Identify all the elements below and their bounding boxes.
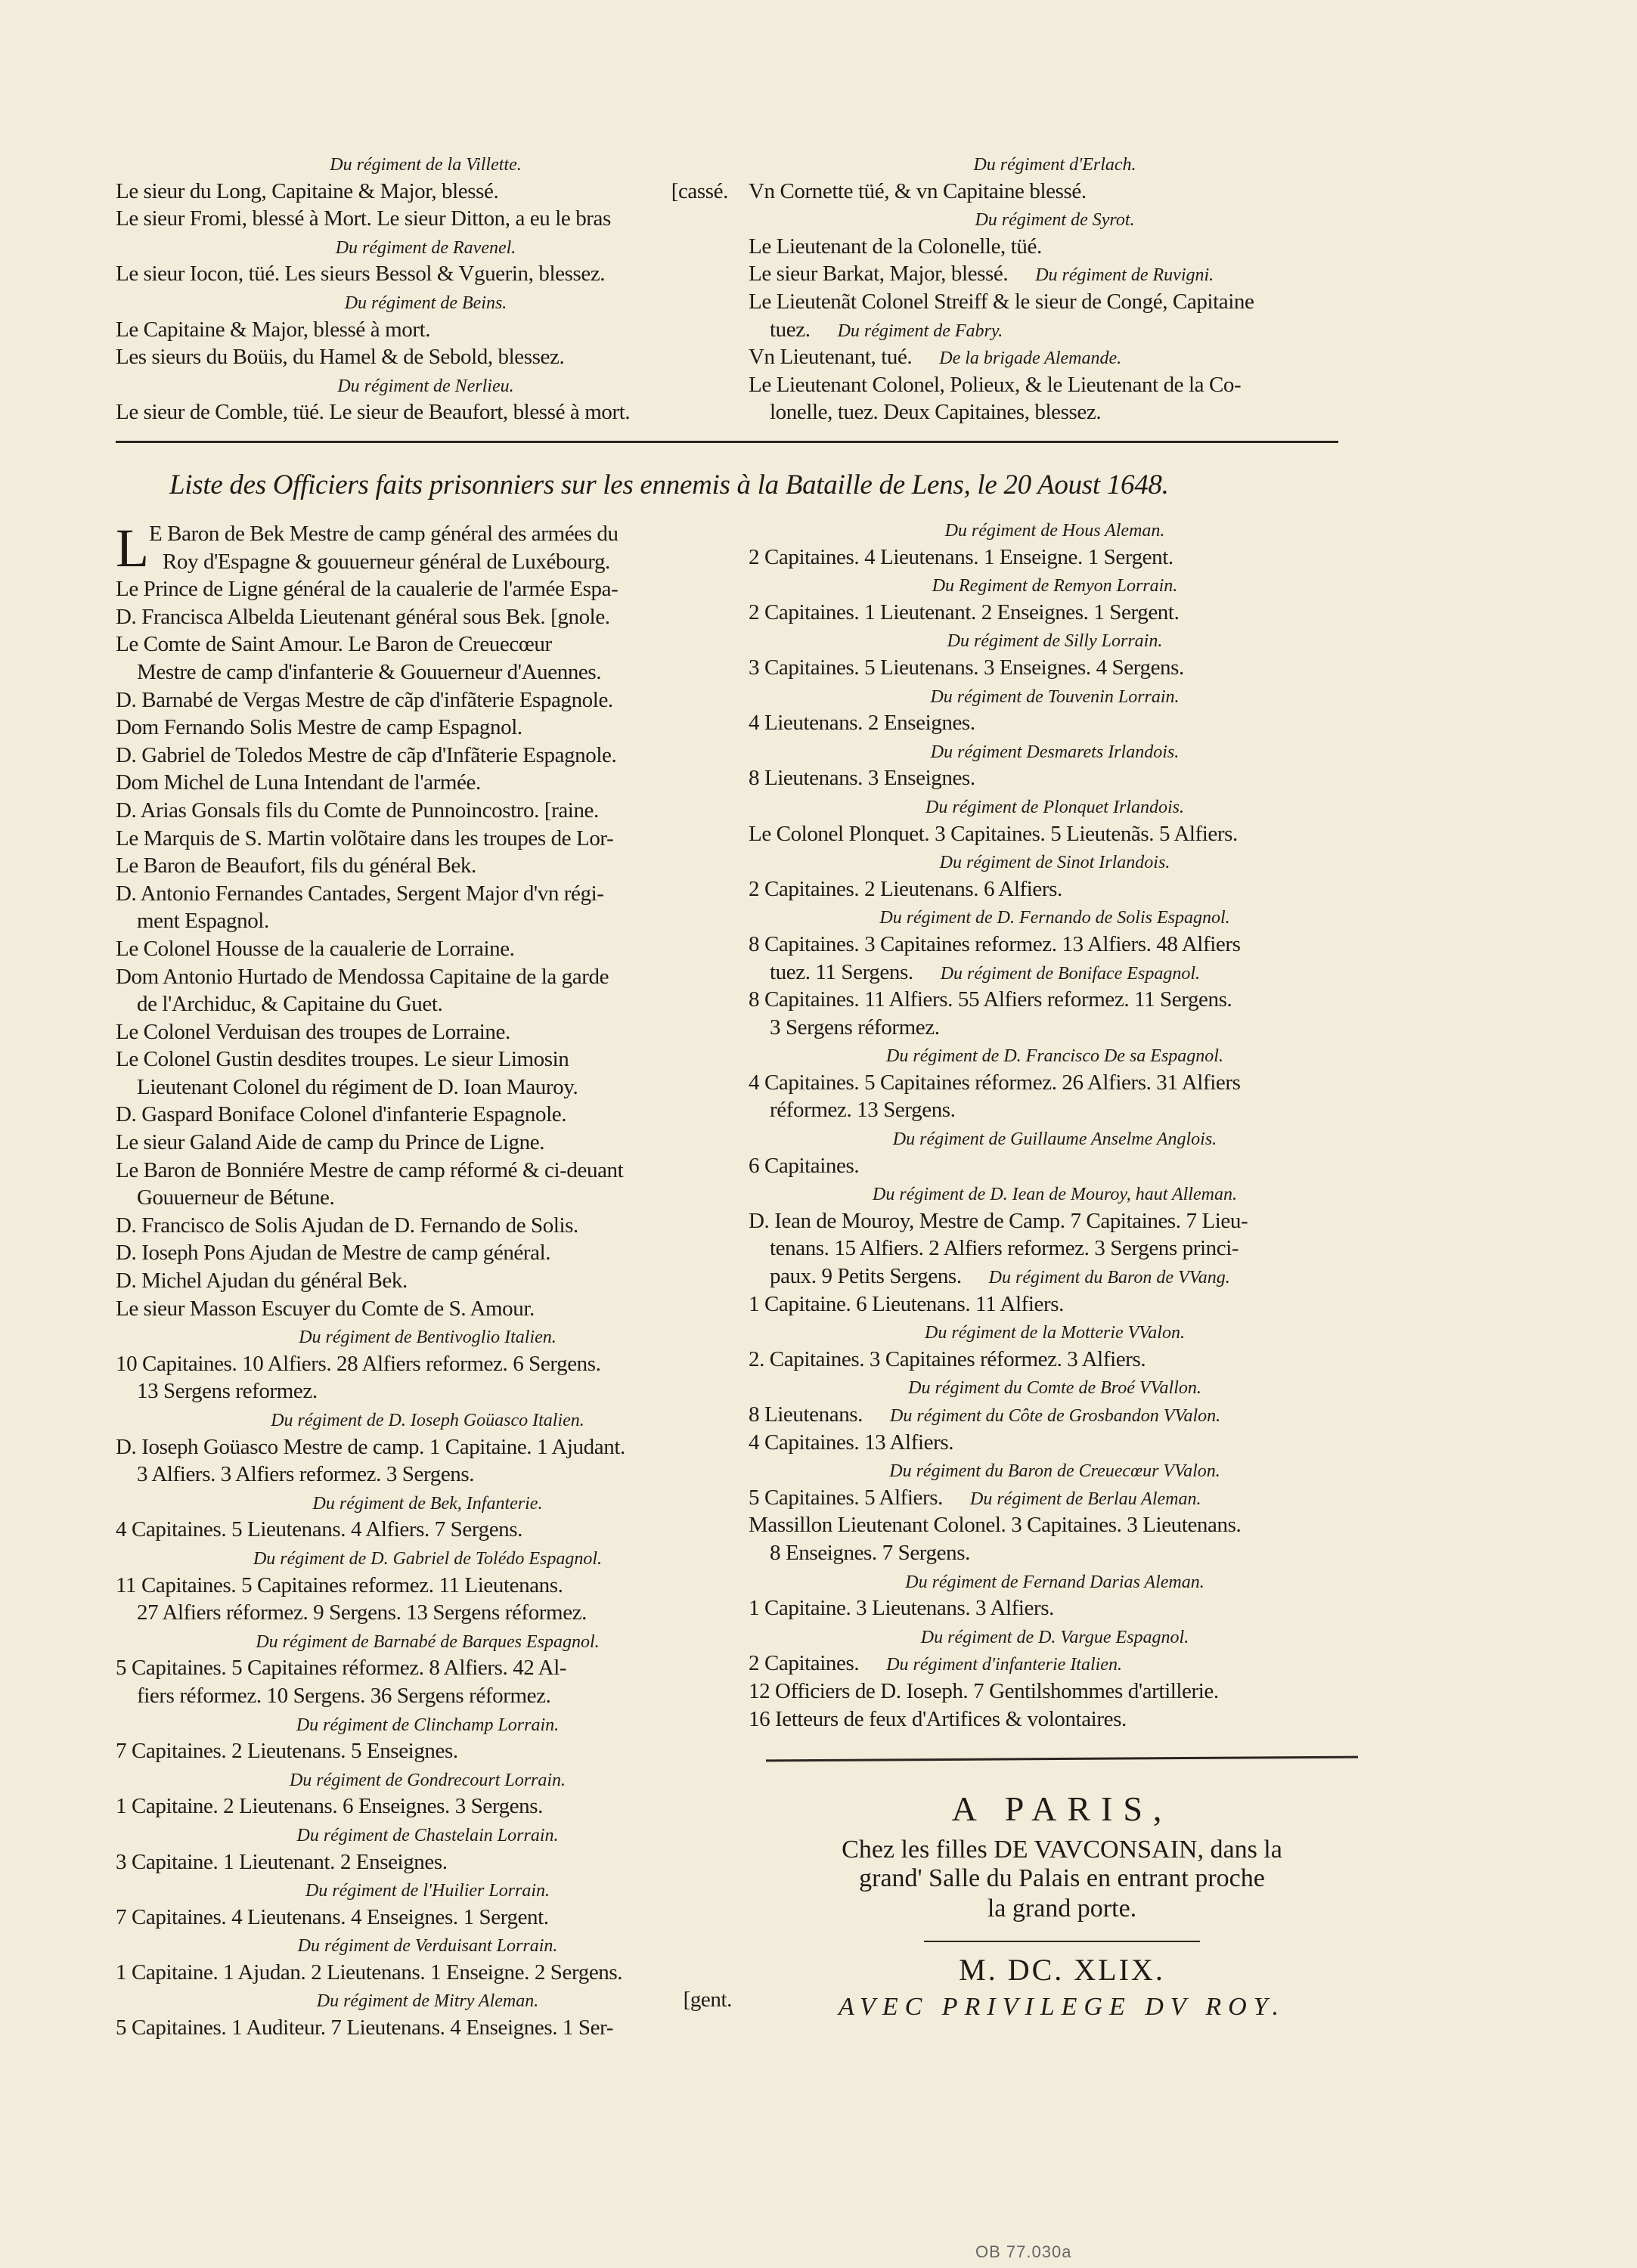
line-text: 8 Capitaines. 3 Capitaines reformez. 13 Alfiers. 48 Alfiers xyxy=(749,931,1241,956)
text-line xyxy=(749,1650,1361,1678)
regiment-heading xyxy=(116,288,736,316)
text-line xyxy=(116,1074,739,1101)
line-continuation: [cassé. xyxy=(671,178,728,203)
line-text: paux. 9 Petits Sergens. xyxy=(770,1264,962,1289)
regiment-heading xyxy=(749,516,1361,544)
line-text: tuez. xyxy=(770,317,811,342)
regiment-heading xyxy=(116,1489,739,1517)
line-text: Le Lieutenant Colonel, Polieux, & le Lieutenant de la Co- xyxy=(749,372,1242,397)
regiment-heading xyxy=(749,682,1361,710)
text-line xyxy=(116,2014,739,2042)
text-line xyxy=(116,1461,739,1489)
line-text: Le Baron de Beaufort, fils du général Bek. xyxy=(116,854,476,878)
line-text: 8 Lieutenans. xyxy=(749,1402,863,1427)
line-text: Mestre de camp d'infanterie & Gouuerneur d'Auennes. xyxy=(137,659,602,684)
line-text: Le sieur de Comble, tüé. Le sieur de Beaufort, blessé à mort. xyxy=(116,400,631,425)
regiment-heading-text: Du régiment de Fernand Darias Aleman. xyxy=(905,1572,1204,1592)
text-line xyxy=(749,1235,1361,1263)
line-text: D. Ioseph Pons Ajudan de Mestre de camp général. xyxy=(116,1241,551,1266)
top-left-section xyxy=(116,150,736,426)
regiment-heading xyxy=(749,626,1361,654)
line-text: 8 Capitaines. 11 Alfiers. 55 Alfiers reformez. 11 Sergens. xyxy=(749,987,1232,1012)
regiment-heading-text: Du régiment de Sinot Irlandois. xyxy=(939,853,1170,873)
text-line xyxy=(116,1377,739,1405)
line-text: tuez. 11 Sergens. xyxy=(770,959,913,984)
text-line xyxy=(749,1346,1361,1374)
line-text: 3 Capitaine. 1 Lieutenant. 2 Enseignes. xyxy=(116,1849,448,1874)
text-line xyxy=(116,990,739,1018)
text-line xyxy=(116,520,739,548)
text-line xyxy=(116,205,736,233)
line-text: Le Colonel Housse de la caualerie de Lorraine. xyxy=(116,936,515,961)
regiment-heading xyxy=(749,792,1361,820)
text-line xyxy=(116,260,736,288)
line-text: D. Michel Ajudan du général Bek. xyxy=(116,1269,408,1294)
line-text: Vn Cornette tüé, & vn Capitaine blessé. xyxy=(749,178,1087,203)
text-line xyxy=(116,769,739,797)
text-line xyxy=(116,1239,739,1267)
line-text: Le Prince de Ligne général de la caualerie de l'armée Espa- xyxy=(116,577,619,602)
line-text: 2 Capitaines. xyxy=(749,1651,860,1676)
regiment-heading xyxy=(749,1318,1361,1346)
text-line xyxy=(116,1350,739,1378)
catalog-number: OB 77.030a xyxy=(975,2242,1072,2261)
regiment-heading-text: Du régiment du Baron de Creuecœur VValon. xyxy=(889,1461,1220,1482)
regiment-heading-text: Du régiment de la Villette. xyxy=(330,155,522,175)
regiment-heading-text: Du régiment de Fabry. xyxy=(837,321,1003,341)
regiment-heading-text: Du régiment de Gondrecourt Lorrain. xyxy=(289,1770,566,1790)
text-line xyxy=(749,1069,1361,1097)
text-line xyxy=(749,931,1361,959)
line-text: Le Colonel Plonquet. 3 Capitaines. 5 Lieutenãs. 5 Alfiers. xyxy=(749,821,1238,846)
text-line xyxy=(749,764,1361,792)
text-line xyxy=(116,631,739,658)
text-line xyxy=(116,1737,739,1765)
line-text: Le Comte de Saint Amour. Le Baron de Creuecœur xyxy=(116,632,552,657)
regiment-heading-text: Du régiment de D. Fernando de Solis Espagnol. xyxy=(879,908,1230,928)
text-line xyxy=(116,575,739,603)
top-right-section xyxy=(749,150,1361,426)
regiment-heading-text: Du régiment de Berlau Aleman. xyxy=(970,1489,1201,1509)
text-line xyxy=(749,1678,1361,1706)
line-text: Le Capitaine & Major, blessé à mort. xyxy=(116,317,431,342)
line-text: Le Marquis de S. Martin volõtaire dans les troupes de Lor- xyxy=(116,826,614,850)
line-text: 1 Capitaine. 1 Ajudan. 2 Lieutenans. 1 Enseigne. 2 Sergens. xyxy=(116,1960,623,1984)
regiment-heading xyxy=(116,1986,739,2014)
line-text: D. Gaspard Boniface Colonel d'infanterie Espagnole. xyxy=(116,1102,567,1127)
line-text: 27 Alfiers réformez. 9 Sergens. 13 Sergens réformez. xyxy=(137,1600,587,1625)
regiment-heading-text: Du régiment de Nerlieu. xyxy=(337,376,514,396)
line-text: Le Lieutenant de la Colonelle, tüé. xyxy=(749,234,1042,259)
line-text: Le sieur Galand Aide de camp du Prince de Ligne. xyxy=(116,1130,545,1155)
text-line xyxy=(116,1654,739,1682)
text-line xyxy=(116,548,739,576)
line-text: 10 Capitaines. 10 Alfiers. 28 Alfiers reformez. 6 Sergens. xyxy=(116,1351,601,1376)
line-text: D. Iean de Mouroy, Mestre de Camp. 7 Capitaines. 7 Lieu- xyxy=(749,1208,1248,1233)
regiment-heading-text: Du régiment de Chastelain Lorrain. xyxy=(296,1825,559,1845)
text-line xyxy=(116,825,739,853)
text-line xyxy=(116,1129,739,1157)
imprint-line-2: grand' Salle du Palais en entrant proche xyxy=(859,1864,1265,1892)
regiment-heading-text: Du régiment du Côte de Grosbandon VValon. xyxy=(890,1406,1221,1426)
regiment-heading-text: Du régiment de Barnabé de Barques Espagnol. xyxy=(256,1631,600,1652)
line-text: Le sieur Iocon, tüé. Les sieurs Bessol & Vguerin, blessez. xyxy=(116,262,606,287)
text-line xyxy=(749,1484,1361,1512)
regiment-heading-text: Du régiment Desmarets Irlandois. xyxy=(930,742,1180,762)
regiment-heading xyxy=(116,233,736,261)
text-line xyxy=(116,880,739,908)
regiment-heading-text: Du régiment de D. Vargue Espagnol. xyxy=(920,1627,1189,1647)
line-text: D. Barnabé de Vergas Mestre de cãp d'infãterie Espagnole. xyxy=(116,687,613,712)
text-line xyxy=(116,658,739,686)
line-text: 7 Capitaines. 4 Lieutenans. 4 Enseignes. 1 Sergent. xyxy=(116,1904,549,1929)
line-text: 4 Capitaines. 13 Alfiers. xyxy=(749,1430,954,1455)
text-line xyxy=(116,603,739,631)
regiment-heading-text: Du régiment du Comte de Broé VVallon. xyxy=(908,1378,1201,1399)
text-line xyxy=(116,1184,739,1212)
line-text: Dom Michel de Luna Intendant de l'armée. xyxy=(116,770,481,795)
text-line xyxy=(749,1706,1361,1734)
text-line xyxy=(116,852,739,880)
line-text: 3 Alfiers. 3 Alfiers reformez. 3 Sergens. xyxy=(137,1462,475,1487)
regiment-heading xyxy=(749,205,1361,233)
regiment-heading-text: Du régiment de l'Huilier Lorrain. xyxy=(305,1881,550,1901)
regiment-heading xyxy=(749,737,1361,765)
regiment-heading-text: Du régiment de Ravenel. xyxy=(335,237,516,258)
left-column xyxy=(116,520,739,2042)
imprint-privilege: AVEC PRIVILEGE DV ROY. xyxy=(838,1993,1286,2021)
line-text: Le Colonel Verduisan des troupes de Lorraine. xyxy=(116,1019,510,1044)
regiment-heading-text: Du régiment de Bentivoglio Italien. xyxy=(299,1328,557,1348)
text-line xyxy=(749,233,1361,261)
line-text: 3 Sergens réformez. xyxy=(770,1015,940,1040)
regiment-heading xyxy=(749,847,1361,875)
line-text: 4 Lieutenans. 2 Enseignes. xyxy=(749,711,975,736)
regiment-heading-text: Du régiment de D. Iean de Mouroy, haut Alleman. xyxy=(873,1185,1237,1205)
text-line xyxy=(116,963,739,991)
line-text: 5 Capitaines. 5 Alfiers. xyxy=(749,1485,943,1510)
text-line xyxy=(749,1539,1361,1567)
line-text: Lieutenant Colonel du régiment de D. Ioan Mauroy. xyxy=(137,1074,578,1099)
regiment-heading-text: Du régiment de la Motterie VValon. xyxy=(925,1323,1185,1343)
text-line xyxy=(749,1511,1361,1539)
text-line xyxy=(116,178,736,206)
line-text: Dom Antonio Hurtado de Mendossa Capitaine de la garde xyxy=(116,964,609,989)
text-line xyxy=(749,178,1361,206)
text-line xyxy=(116,1433,739,1461)
regiment-heading xyxy=(116,1931,739,1959)
regiment-heading-text: Du régiment de Beins. xyxy=(344,293,507,313)
text-line xyxy=(116,1018,739,1046)
text-line xyxy=(749,371,1361,399)
text-line xyxy=(749,654,1361,682)
regiment-heading xyxy=(749,571,1361,599)
line-continuation: [gent. xyxy=(683,1988,732,2012)
imprint-city: A PARIS, xyxy=(951,1789,1173,1828)
text-line xyxy=(749,544,1361,572)
text-line xyxy=(116,797,739,825)
text-line xyxy=(116,1599,739,1627)
text-line xyxy=(749,1096,1361,1124)
regiment-heading xyxy=(116,371,736,399)
text-line xyxy=(749,398,1361,426)
regiment-heading xyxy=(116,1405,739,1433)
regiment-heading xyxy=(749,903,1361,931)
regiment-heading xyxy=(749,1456,1361,1484)
text-line xyxy=(116,714,739,742)
line-text: tenans. 15 Alfiers. 2 Alfiers reformez. 3 Sergens princi- xyxy=(770,1236,1239,1261)
regiment-heading xyxy=(749,1179,1361,1207)
regiment-heading-text: Du régiment de Guillaume Anselme Anglois. xyxy=(892,1129,1217,1150)
text-line xyxy=(116,316,736,344)
line-text: Massillon Lieutenant Colonel. 3 Capitaines. 3 Lieutenans. xyxy=(749,1513,1242,1538)
line-text: Le sieur Barkat, Major, blessé. xyxy=(749,262,1009,287)
regiment-heading-text: Du régiment de D. Gabriel de Tolédo Espagnol. xyxy=(253,1548,603,1569)
line-text: 7 Capitaines. 2 Lieutenans. 5 Enseignes. xyxy=(116,1739,458,1764)
line-text: 12 Officiers de D. Ioseph. 7 Gentilshommes d'artillerie. xyxy=(749,1678,1219,1703)
line-text: D. Francisco de Solis Ajudan de D. Fernando de Solis. xyxy=(116,1213,578,1238)
text-line xyxy=(749,1014,1361,1042)
line-text: de l'Archiduc, & Capitaine du Guet. xyxy=(137,992,443,1017)
text-line xyxy=(116,1101,739,1129)
regiment-heading-text: Du régiment de Touvenin Lorrain. xyxy=(930,686,1180,707)
text-line xyxy=(116,907,739,935)
text-line xyxy=(749,986,1361,1014)
line-text: Le sieur Fromi, blessé à Mort. Le sieur Ditton, a eu le bras xyxy=(116,206,611,231)
regiment-heading xyxy=(116,1876,739,1904)
line-text: D. Francisca Albelda Lieutenant général sous Bek. [gnole. xyxy=(116,604,610,629)
line-text: Dom Fernando Solis Mestre de camp Espagnol. xyxy=(116,715,522,740)
imprint-line-3: la grand porte. xyxy=(987,1895,1137,1923)
line-text: 3 Capitaines. 5 Lieutenans. 3 Enseignes. 4 Sergens. xyxy=(749,655,1184,680)
regiment-heading-text: Du régiment de D. Francisco De sa Espagnol. xyxy=(886,1046,1223,1067)
regiment-heading-text: Du régiment de Bek, Infanterie. xyxy=(312,1493,543,1514)
regiment-heading-text: Du régiment de Clinchamp Lorrain. xyxy=(296,1715,560,1735)
regiment-heading-text: Du régiment de Plonquet Irlandois. xyxy=(925,797,1184,817)
text-line xyxy=(116,1046,739,1074)
text-line xyxy=(116,935,739,963)
line-text: réformez. 13 Sergens. xyxy=(770,1098,956,1123)
right-column xyxy=(749,516,1361,1733)
text-line xyxy=(749,260,1361,288)
line-text: Les sieurs du Boüis, du Hamel & de Sebold, blessez. xyxy=(116,345,565,370)
imprint-year: M. DC. XLIX. xyxy=(959,1953,1165,1987)
line-text: Vn Lieutenant, tué. xyxy=(749,345,913,370)
text-line xyxy=(749,820,1361,848)
line-text: E Baron de Bek Mestre de camp général des armées du xyxy=(149,522,619,546)
line-text: lonelle, tuez. Deux Capitaines, blessez. xyxy=(770,400,1102,425)
text-line xyxy=(116,1848,739,1876)
line-text: Le Baron de Bonniére Mestre de camp réformé & ci-deuant xyxy=(116,1157,624,1182)
text-line xyxy=(116,1682,739,1710)
line-text: Le sieur du Long, Capitaine & Major, blessé. xyxy=(116,178,499,203)
line-text: 1 Capitaine. 3 Lieutenans. 3 Alfiers. xyxy=(749,1596,1054,1621)
text-line xyxy=(116,742,739,770)
text-line xyxy=(116,1212,739,1240)
text-line xyxy=(116,343,736,371)
text-line xyxy=(749,959,1361,987)
regiment-heading-text: Du régiment de Ruvigni. xyxy=(1035,265,1214,286)
line-text: 5 Capitaines. 5 Capitaines réformez. 8 Alfiers. 42 Al- xyxy=(116,1656,567,1681)
line-text: 4 Capitaines. 5 Capitaines réformez. 26 Alfiers. 31 Alfiers xyxy=(749,1070,1241,1095)
line-text: 2 Capitaines. 1 Lieutenant. 2 Enseignes. 1 Sergent. xyxy=(749,600,1180,624)
text-line xyxy=(116,1792,739,1820)
line-text: Le Colonel Gustin desdites troupes. Le sieur Limosin xyxy=(116,1047,569,1072)
regiment-heading-text: Du régiment d'infanterie Italien. xyxy=(886,1655,1122,1675)
line-text: Roy d'Espagne & gouuerneur général de Luxébourg. xyxy=(163,549,610,574)
text-line xyxy=(749,709,1361,737)
text-line xyxy=(749,1429,1361,1457)
regiment-heading-text: Du régiment du Baron de VVang. xyxy=(988,1268,1230,1288)
line-text: Le sieur Masson Escuyer du Comte de S. Amour. xyxy=(116,1296,535,1321)
regiment-heading-text: Du régiment de Hous Aleman. xyxy=(944,521,1165,541)
regiment-heading xyxy=(749,1622,1361,1650)
text-line xyxy=(749,288,1361,316)
text-line xyxy=(749,1207,1361,1235)
line-text: D. Gabriel de Toledos Mestre de cãp d'Infãterie Espagnole. xyxy=(116,742,617,767)
line-text: D. Arias Gonsals fils du Comte de Punnoincostro. [raine. xyxy=(116,798,599,823)
text-line xyxy=(749,343,1361,371)
line-text: 8 Enseignes. 7 Sergens. xyxy=(770,1540,970,1565)
regiment-heading-text: Du régiment de Verduisant Lorrain. xyxy=(297,1936,558,1957)
text-line xyxy=(116,1959,739,1987)
imprint-rule-middle xyxy=(924,1941,1200,1942)
line-text: D. Ioseph Goüasco Mestre de camp. 1 Capitaine. 1 Ajudant. xyxy=(116,1434,625,1459)
text-line xyxy=(749,1594,1361,1622)
line-text: fiers réformez. 10 Sergens. 36 Sergens réformez. xyxy=(137,1683,551,1708)
text-line xyxy=(749,316,1361,344)
section-divider xyxy=(116,441,1338,443)
regiment-heading xyxy=(116,1765,739,1793)
text-line xyxy=(116,1295,739,1323)
text-line xyxy=(116,398,736,426)
regiment-heading-text: Du Regiment de Remyon Lorrain. xyxy=(932,576,1178,596)
line-text: 13 Sergens reformez. xyxy=(137,1379,318,1404)
text-line xyxy=(116,1157,739,1185)
line-text: 5 Capitaines. 1 Auditeur. 7 Lieutenans. 4 Enseignes. 1 Ser- xyxy=(116,2015,613,2040)
line-text: 16 Ietteurs de feux d'Artifices & volontaires. xyxy=(749,1706,1127,1731)
regiment-heading xyxy=(116,1544,739,1572)
line-text: 1 Capitaine. 2 Lieutenans. 6 Enseignes. 3 Sergens. xyxy=(116,1794,543,1819)
text-line xyxy=(749,599,1361,627)
line-text: Gouuerneur de Bétune. xyxy=(137,1185,335,1210)
line-text: 11 Capitaines. 5 Capitaines reformez. 11 Lieutenans. xyxy=(116,1572,563,1597)
regiment-heading xyxy=(749,1041,1361,1069)
line-text: D. Antonio Fernandes Cantades, Sergent Major d'vn régi- xyxy=(116,881,604,906)
regiment-heading xyxy=(116,1322,739,1350)
line-text: ment Espagnol. xyxy=(137,909,269,934)
line-text: 2. Capitaines. 3 Capitaines réformez. 3 Alfiers. xyxy=(749,1346,1146,1371)
line-text: 6 Capitaines. xyxy=(749,1153,860,1178)
imprint-line-1: Chez les filles DE VAVCONSAIN, dans la xyxy=(842,1836,1282,1864)
regiment-heading xyxy=(116,1820,739,1848)
text-line xyxy=(116,1516,739,1544)
imprint-rule-top xyxy=(766,1756,1358,1762)
text-line xyxy=(116,686,739,714)
regiment-heading xyxy=(749,1373,1361,1401)
text-line xyxy=(749,1401,1361,1429)
drop-cap: L xyxy=(116,518,149,578)
line-text: Le Lieutenãt Colonel Streiff & le sieur de Congé, Capitaine xyxy=(749,289,1254,314)
text-line xyxy=(116,1904,739,1932)
text-line xyxy=(749,1290,1361,1318)
line-text: 8 Lieutenans. 3 Enseignes. xyxy=(749,766,975,791)
regiment-heading-text: Du régiment de D. Ioseph Goüasco Italien. xyxy=(271,1411,584,1430)
regiment-heading xyxy=(749,1567,1361,1595)
text-line xyxy=(749,875,1361,903)
regiment-heading xyxy=(116,1627,739,1655)
line-text: 4 Capitaines. 5 Lieutenans. 4 Alfiers. 7 Sergens. xyxy=(116,1517,523,1542)
line-text: 2 Capitaines. 4 Lieutenans. 1 Enseigne. 1 Sergent. xyxy=(749,544,1173,569)
regiment-heading xyxy=(116,150,736,178)
text-line xyxy=(116,1267,739,1295)
regiment-heading-text: Du régiment de Silly Lorrain. xyxy=(947,631,1163,652)
list-title: Liste des Officiers faits prisonniers sur les ennemis à la Bataille de Lens, le 20 Aoust 1648. xyxy=(169,469,1169,500)
regiment-heading-text: Du régiment de Syrot. xyxy=(975,210,1135,231)
text-line xyxy=(116,1572,739,1600)
regiment-heading xyxy=(116,1710,739,1738)
regiment-heading-text: Du régiment d'Erlach. xyxy=(973,155,1136,175)
regiment-heading xyxy=(749,150,1361,178)
regiment-heading-text: Du régiment de Mitry Aleman. xyxy=(316,1991,539,2012)
line-text: 1 Capitaine. 6 Lieutenans. 11 Alfiers. xyxy=(749,1291,1065,1316)
text-line xyxy=(749,1263,1361,1290)
regiment-heading-text: Du régiment de Boniface Espagnol. xyxy=(940,963,1200,984)
text-line xyxy=(749,1152,1361,1180)
regiment-heading-text: De la brigade Alemande. xyxy=(939,349,1122,369)
line-text: 2 Capitaines. 2 Lieutenans. 6 Alfiers. xyxy=(749,876,1062,901)
regiment-heading xyxy=(749,1124,1361,1152)
